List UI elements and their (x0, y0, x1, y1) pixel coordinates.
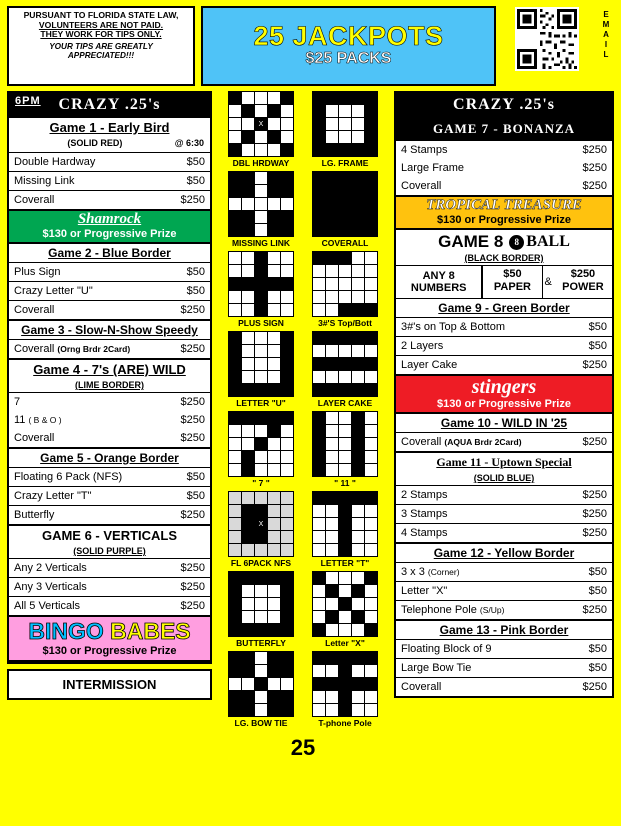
game1-title: Game 1 - Early Bird (49, 120, 170, 135)
table-row (9, 281, 210, 300)
game8-power-cell (554, 266, 612, 298)
notice-line-4: YOUR TIPS ARE GREATLY (49, 41, 153, 51)
game13-row-0-price: $50 (588, 643, 607, 656)
game8-paper-cell (482, 266, 542, 298)
table-row (9, 392, 210, 411)
game8-paper-label: PAPER (493, 280, 531, 293)
body (7, 91, 614, 817)
game12-title: Game 12 - Yellow Border (396, 542, 612, 562)
game8-paper-amount: $50 (503, 268, 522, 280)
game10-title: Game 10 - WILD IN '25 (440, 416, 568, 431)
pattern-caption: " 7 " (252, 478, 270, 488)
page-title: 25 JACKPOTS (253, 21, 444, 52)
bingo-grid (312, 651, 378, 717)
pattern-caption: FL 6PACK NFS (230, 558, 292, 568)
game5-row-0-price: $50 (186, 471, 205, 483)
table-row (9, 467, 210, 486)
bingo-grid (312, 491, 378, 557)
table-row (396, 317, 612, 336)
pattern-caption: LG. BOW TIE (234, 718, 288, 728)
bingo-grid (228, 91, 294, 157)
game6-row-2-price: $250 (180, 600, 205, 612)
game12-row-2-note: (S/Up) (479, 605, 505, 616)
right-panel (394, 91, 614, 698)
pattern-row (225, 491, 381, 568)
table-row (396, 562, 612, 581)
table-row (396, 432, 612, 451)
game4-title: Game 4 - 7's (ARE) WILD (9, 358, 210, 379)
game11-row-0-name: 2 Stamps (401, 489, 448, 502)
game7-row-2-price: $250 (582, 180, 607, 192)
pattern-row (225, 331, 381, 408)
bingo-grid (312, 91, 378, 157)
email-letter-a: A (603, 30, 609, 39)
game3-row-0-price: $250 (180, 343, 205, 355)
table-row (9, 300, 210, 319)
stingers-title: stingers (471, 376, 537, 399)
table-row (396, 485, 612, 504)
game6-subtitle: (SOLID PURPLE) (73, 546, 146, 556)
bingo-grid (228, 251, 294, 317)
game7-row-0-name: 4 Stamps (401, 144, 448, 156)
table-row (9, 171, 210, 190)
game4-row-1-name: 11 (14, 414, 26, 426)
pattern-card-dbl-hrdway (225, 91, 297, 168)
shamrock-banner (9, 209, 210, 244)
game7-row-1-name: Large Frame (401, 162, 464, 174)
table-row (396, 336, 612, 355)
pattern-card-floating-six-pack (225, 491, 297, 568)
table-row (9, 190, 210, 209)
game1-time: @ 6:30 (174, 138, 204, 148)
game2-row-0-name: Plus Sign (14, 266, 61, 278)
table-row (9, 429, 210, 447)
bingo-grid (312, 571, 378, 637)
shamrock-title: Shamrock (77, 211, 142, 227)
game8-power-label: POWER (562, 280, 604, 293)
bingo-grid (228, 171, 294, 237)
pattern-card-letter-x (309, 571, 381, 648)
left-crazy-header (9, 93, 210, 118)
table-row (9, 486, 210, 505)
bingo-grid (312, 171, 378, 237)
pattern-caption: MISSING LINK (231, 238, 291, 248)
tropical-treasure-banner (396, 195, 612, 230)
game13-title: Game 13 - Pink Border (396, 619, 612, 639)
stingers-banner (396, 374, 612, 414)
table-row (396, 677, 612, 696)
pattern-caption: LAYER CAKE (317, 398, 373, 408)
free-space-mark: X (255, 118, 268, 131)
pattern-caption: BUTTERFLY (236, 638, 286, 648)
pattern-card-letter-t (309, 491, 381, 568)
qr-code-wrapper (502, 6, 592, 86)
game4-subtitle: (LIME BORDER) (75, 380, 144, 390)
legal-notice (7, 6, 195, 86)
game11-row-2-price: $250 (582, 527, 607, 540)
game2-row-2-price: $250 (180, 304, 205, 316)
game6-row-0-price: $250 (180, 562, 205, 574)
game9-row-0-name: 3#'s on Top & Bottom (401, 321, 506, 334)
game12-row-0-note: (Corner) (427, 567, 460, 578)
game5-row-2-name: Butterfly (14, 509, 55, 521)
pattern-caption: DBL HRDWAY (232, 158, 290, 168)
game1-row-2-price: $250 (180, 194, 205, 206)
bingo-babes-banner (9, 615, 210, 662)
game4-row-1-note: ( B & O ) (28, 415, 62, 425)
game1-row-1-name: Missing Link (14, 175, 75, 187)
pattern-caption: COVERALL (321, 238, 369, 248)
table-row (9, 152, 210, 171)
table-row (9, 577, 210, 596)
game12-row-0-name: 3 x 3 (401, 566, 425, 579)
email-label (598, 6, 614, 86)
game12-row-2-name: Telephone Pole (401, 604, 477, 617)
game13-row-0-name: Floating Block of 9 (401, 643, 492, 656)
table-row (9, 262, 210, 281)
table-row (9, 558, 210, 577)
pattern-card-lg-frame (309, 91, 381, 168)
left-panel (7, 91, 212, 664)
notice-line-3: THEY WORK FOR TIPS ONLY. (40, 29, 162, 40)
game7-row-0-price: $250 (582, 144, 607, 156)
pattern-card-butterfly (225, 571, 297, 648)
game4-row-2-price: $250 (180, 432, 205, 444)
table-row (396, 639, 612, 658)
game1-subtitle: (SOLID RED) (67, 138, 123, 148)
game7-title: GAME 7 - BONANZA (396, 118, 612, 141)
table-row (396, 504, 612, 523)
game5-row-0-name: Floating 6 Pack (NFS) (14, 471, 123, 483)
table-row (9, 411, 210, 429)
bingo-grid (228, 571, 294, 637)
game7-row-2-name: Coverall (401, 180, 442, 192)
game7-row-1-price: $250 (582, 162, 607, 174)
right-crazy-header: CRAZY .25's (396, 93, 612, 118)
game1-row-2-name: Coverall (14, 194, 55, 206)
main-title-box (201, 6, 496, 86)
eight-ball-circle: 8 (509, 235, 524, 250)
pattern-grid-column (218, 91, 388, 817)
game11-row-1-name: 3 Stamps (401, 508, 448, 521)
eight-ball-icon (509, 233, 570, 251)
pattern-card-telephone-pole (309, 651, 381, 728)
game9-row-1-name: 2 Layers (401, 340, 444, 353)
game8-ball-label: BALL (526, 233, 570, 250)
email-letter-e: E (603, 10, 609, 19)
pattern-card-seven (225, 411, 297, 488)
game8-title: GAME 8 (438, 232, 504, 251)
game6-row-1-name: Any 3 Verticals (14, 581, 87, 593)
pattern-card-missing-link (225, 171, 297, 248)
pattern-row (225, 571, 381, 648)
game3-title: Game 3 - Slow-N-Show Speedy (9, 319, 210, 339)
pattern-row (225, 91, 381, 168)
game8-left-label: ANY 8 NUMBERS (396, 266, 482, 298)
babes-word-2: BABES (110, 618, 191, 644)
game9-row-0-price: $50 (588, 321, 607, 334)
game6-row-0-name: Any 2 Verticals (14, 562, 87, 574)
game11-row-2-name: 4 Stamps (401, 527, 448, 540)
table-row (9, 596, 210, 615)
game1-row-1-price: $50 (186, 175, 205, 187)
pattern-caption: PLUS SIGN (238, 318, 284, 328)
pattern-caption: " 11 " (334, 478, 356, 488)
game4-row-2-name: Coverall (14, 432, 55, 444)
game9-row-1-price: $50 (588, 340, 607, 353)
game1-row-0-name: Double Hardway (14, 156, 96, 168)
game13-row-2-name: Coverall (401, 681, 442, 694)
pattern-row (225, 251, 381, 328)
game6-row-2-name: All 5 Verticals (14, 600, 81, 612)
page-number: 25 (290, 735, 316, 760)
stingers-sub: $130 or Progressive Prize (437, 398, 571, 411)
tropical-title: TROPICAL TREASURE (426, 197, 582, 213)
left-column (7, 91, 212, 817)
bingo-grid (228, 491, 294, 557)
game12-row-1-name: Letter "X" (401, 585, 448, 598)
game5-row-1-name: Crazy Letter "T" (14, 490, 92, 502)
table-row (396, 658, 612, 677)
bingo-grid (228, 331, 294, 397)
pattern-caption: 3#'S Top/Bott (318, 318, 372, 328)
table-row (396, 581, 612, 600)
game11-subtitle: (SOLID BLUE) (473, 473, 535, 484)
game11-row-0-price: $250 (582, 489, 607, 502)
game12-row-2-price: $250 (582, 604, 607, 617)
header (7, 6, 614, 86)
game10-row-0-price: $250 (582, 436, 607, 449)
table-row (396, 600, 612, 619)
game9-row-2-name: Layer Cake (401, 359, 458, 372)
pattern-card-coverall (309, 171, 381, 248)
pattern-caption: LG. FRAME (321, 158, 369, 168)
email-letter-l: L (603, 50, 609, 59)
pattern-caption: LETTER "T" (320, 558, 370, 568)
game12-row-1-price: $50 (588, 585, 607, 598)
game1-row-0-price: $50 (186, 156, 205, 168)
game2-row-1-price: $50 (186, 285, 205, 297)
pattern-card-three-top-bottom (309, 251, 381, 328)
pattern-row (225, 651, 381, 728)
game13-row-2-price: $250 (582, 681, 607, 694)
bingo-grid (228, 651, 294, 717)
game4-row-0-name: 7 (14, 396, 21, 408)
pattern-card-lg-bow-tie (225, 651, 297, 728)
game8-subtitle: (BLACK BORDER) (464, 253, 544, 263)
intermission-banner: INTERMISSION (7, 669, 212, 700)
game2-title: Game 2 - Blue Border (48, 246, 171, 260)
notice-line-1: PURSUANT TO FLORIDA STATE LAW, (23, 10, 179, 20)
pattern-caption: Letter "X" (325, 638, 365, 648)
game9-title: Game 9 - Green Border (438, 301, 570, 316)
free-space-mark: X (255, 518, 268, 531)
game5-row-1-price: $50 (186, 490, 205, 502)
game13-row-1-name: Large Bow Tie (401, 662, 472, 675)
game2-row-1-name: Crazy Letter "U" (14, 285, 93, 297)
game8-price-table (396, 265, 612, 299)
game6-row-1-price: $250 (180, 581, 205, 593)
pattern-card-letter-u (225, 331, 297, 408)
bingo-grid (312, 411, 378, 477)
table-row (396, 523, 612, 542)
pattern-caption: T-phone Pole (318, 718, 372, 728)
game3-row-0-note: (Orng Brdr 2Card) (57, 344, 131, 354)
game5-title: Game 5 - Orange Border (9, 447, 210, 467)
pattern-caption: LETTER "U" (236, 398, 286, 408)
game10-row-0-name: Coverall (401, 436, 442, 449)
pattern-card-layer-cake (309, 331, 381, 408)
game8-ampersand: & (544, 276, 552, 289)
bingo-grid (312, 331, 378, 397)
pattern-card-plus-sign (225, 251, 297, 328)
qr-code-icon[interactable] (515, 7, 579, 71)
game8-header (396, 230, 612, 252)
game12-row-0-price: $50 (588, 566, 607, 579)
game8-power-amount: $250 (570, 268, 596, 280)
bingo-grid (312, 251, 378, 317)
shamrock-sub: $130 or Progressive Prize (42, 228, 177, 240)
table-row (396, 355, 612, 374)
page-subtitle: $25 PACKS (305, 50, 392, 68)
table-row (9, 339, 210, 358)
pattern-row (225, 411, 381, 488)
pattern-card-eleven (309, 411, 381, 488)
game2-row-2-name: Coverall (14, 304, 55, 316)
email-letter-m: M (602, 20, 610, 29)
table-row (396, 141, 612, 159)
game13-row-1-price: $50 (588, 662, 607, 675)
bingo-grid (228, 411, 294, 477)
tropical-sub: $130 or Progressive Prize (437, 214, 571, 226)
game11-row-1-price: $250 (582, 508, 607, 521)
left-crazy-title: CRAZY .25's (58, 96, 161, 113)
game11-title: Game 11 - Uptown Special (396, 451, 612, 472)
game3-row-0-name: Coverall (14, 343, 55, 355)
game5-row-2-price: $250 (180, 509, 205, 521)
game2-row-0-price: $50 (186, 266, 205, 278)
table-row (396, 177, 612, 195)
game10-row-0-note: (AQUA Brdr 2Card) (444, 437, 522, 448)
right-column (394, 91, 614, 817)
game9-row-2-price: $250 (582, 359, 607, 372)
game6-title: GAME 6 - VERTICALS (9, 524, 210, 545)
game4-row-0-price: $250 (180, 396, 205, 408)
start-time-label: 6PM (15, 95, 41, 107)
table-row (9, 505, 210, 524)
pattern-row (225, 171, 381, 248)
email-letter-i: I (604, 40, 608, 49)
notice-line-5: APPRECIATED!!! (67, 51, 135, 61)
notice-line-2: VOLUNTEERS ARE NOT PAID. (38, 19, 164, 30)
table-row (396, 159, 612, 177)
babes-sub: $130 or Progressive Prize (42, 645, 177, 658)
babes-word-1: BINGO (28, 618, 104, 644)
game4-row-1-price: $250 (180, 414, 205, 426)
